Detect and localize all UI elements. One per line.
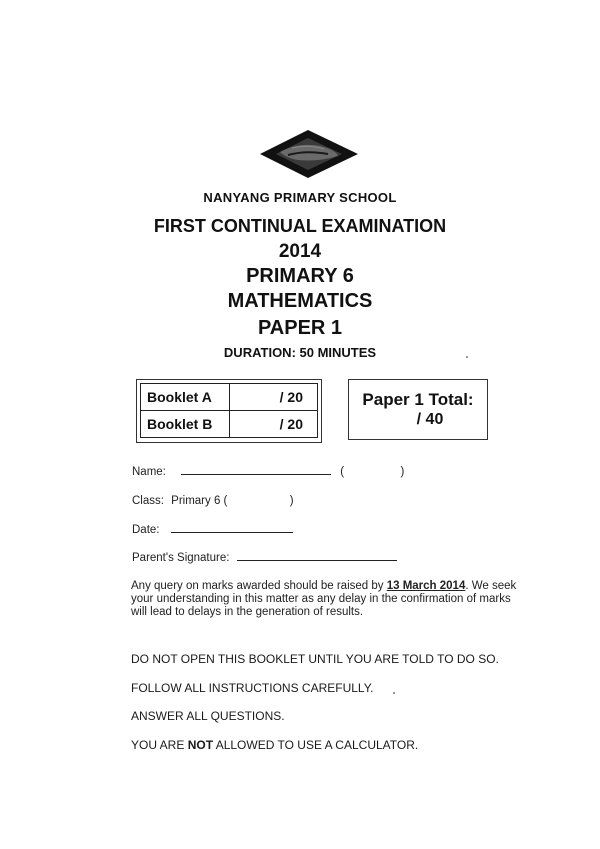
register-number-blank[interactable] [347, 464, 397, 475]
date-label: Date: [132, 524, 160, 536]
signature-field [132, 549, 397, 564]
scan-speck [393, 692, 395, 694]
paper-total-value: / 40 [416, 411, 444, 428]
booklet-row [141, 384, 318, 411]
booklet-score: / 20 [230, 384, 318, 411]
booklet-score: / 20 [230, 411, 318, 438]
name-field [132, 463, 404, 478]
paper-total-label: Paper 1 Total: [362, 390, 474, 409]
notice-text-before: Any query on marks awarded should be raised by [131, 580, 387, 592]
class-paren-close: ) [289, 495, 294, 507]
date-field [132, 521, 293, 536]
exam-title: FIRST CONTINUAL EXAMINATION [153, 216, 447, 236]
calculator-text-emphasis: NOT [187, 738, 214, 752]
instruction-answer-all: ANSWER ALL QUESTIONS. [131, 709, 285, 723]
name-paren-open: ( [340, 466, 345, 478]
instruction-no-calculator [131, 738, 418, 752]
class-label: Class: [132, 495, 164, 507]
class-blank[interactable] [231, 493, 287, 504]
date-blank[interactable] [171, 521, 293, 533]
marks-query-notice [131, 580, 526, 619]
exam-subject: MATHEMATICS [227, 290, 373, 312]
calculator-text-after: ALLOWED TO USE A CALCULATOR. [213, 738, 419, 752]
signature-blank[interactable] [237, 549, 397, 561]
notice-deadline: 13 March 2014 [386, 580, 466, 592]
class-field [132, 493, 294, 507]
scan-speck [466, 356, 468, 358]
class-value: Primary 6 ( [171, 495, 228, 507]
name-blank[interactable] [181, 463, 331, 475]
exam-paper: PAPER 1 [257, 317, 343, 339]
booklet-score-box [136, 379, 322, 443]
signature-label: Parent's Signature: [132, 552, 230, 564]
booklet-label: Booklet B [141, 411, 230, 438]
exam-year: 2014 [278, 241, 322, 262]
name-paren-close: ) [400, 466, 405, 478]
instruction-do-not-open: DO NOT OPEN THIS BOOKLET UNTIL YOU ARE TOLD TO DO SO. [131, 652, 499, 666]
booklet-row [141, 411, 318, 438]
calculator-text-before: YOU ARE [131, 738, 188, 752]
booklet-score-table [140, 383, 318, 438]
school-name: NANYANG PRIMARY SCHOOL [203, 190, 397, 205]
name-label: Name: [132, 466, 166, 478]
exam-duration: DURATION: 50 MINUTES [223, 345, 377, 360]
notice-text-after: . We seek your understanding in this matter as any delay in the confirmation of marks will lead to delays in the generation of results. [131, 580, 517, 618]
instruction-follow: FOLLOW ALL INSTRUCTIONS CAREFULLY. [131, 681, 374, 695]
exam-level: PRIMARY 6 [246, 265, 354, 287]
school-logo [258, 128, 360, 180]
paper-total-box [348, 379, 488, 440]
booklet-label: Booklet A [141, 384, 230, 411]
